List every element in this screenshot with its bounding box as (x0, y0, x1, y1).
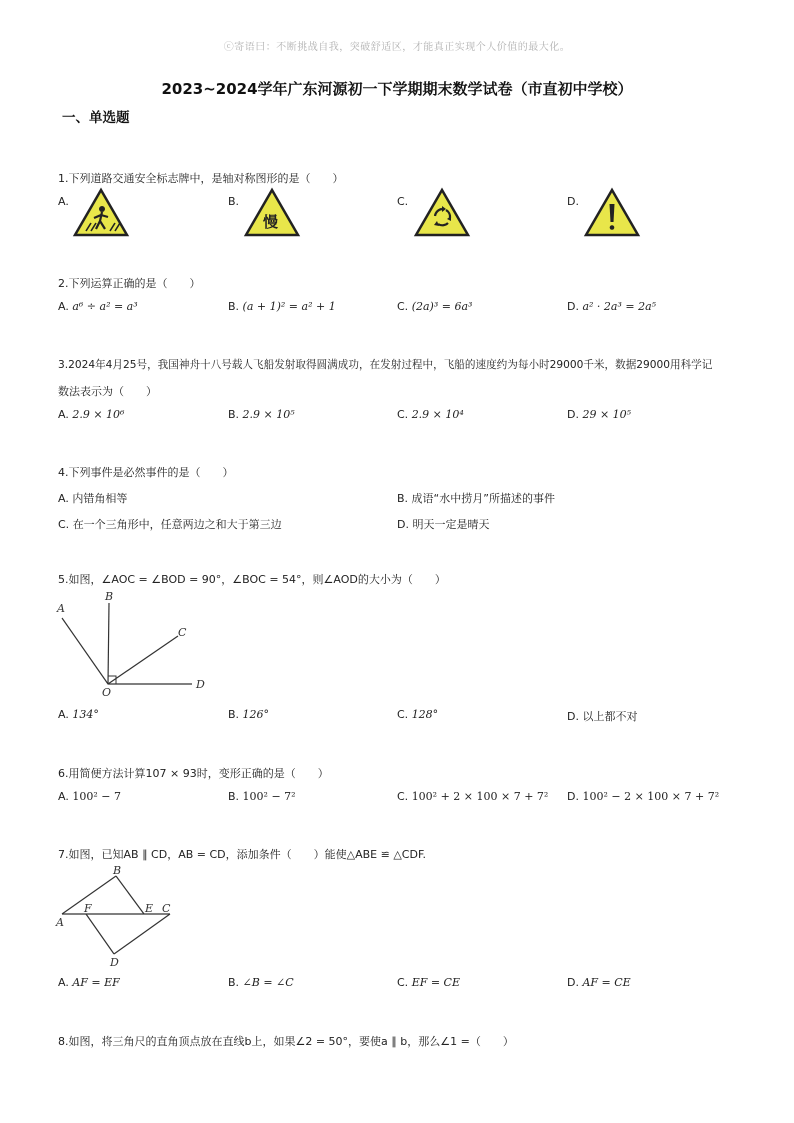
q6-option-b: B. 100² − 7² (228, 790, 296, 803)
pedestrian-crossing-sign-icon (72, 187, 130, 239)
q5-option-b: B. 126° (228, 708, 270, 721)
q5-option-d: D. 以上都不对 (567, 710, 638, 723)
motto-watermark: ⓒ寄语曰：不断挑战自我，突破舒适区，才能真正实现个人价值的最大化。 (223, 42, 571, 53)
q7-label-b: B (113, 864, 122, 877)
q2-option-a: A. a⁶ ÷ a² = a³ (58, 300, 138, 313)
q5-option-a: A. 134° (58, 708, 99, 721)
q7-option-a: A. AF = EF (58, 976, 120, 989)
slow-sign-text: 慢 (263, 213, 279, 231)
q5-label-o: O (102, 686, 112, 699)
q3-option-d: D. 29 × 10⁵ (567, 408, 632, 421)
q1-option-b-letter: B. (228, 195, 240, 208)
copyright-icon: ⓒ (223, 42, 235, 53)
q7-label-d: D (110, 956, 119, 969)
q5-label-c: C (178, 626, 187, 639)
question-1-stem: 1.下列道路交通安全标志牌中，是轴对称图形的是（ ） (58, 172, 344, 185)
q4-option-a: A. 内错角相等 (58, 492, 128, 505)
question-5-stem: 5.如图，∠AOC = ∠BOD = 90°，∠BOC = 54°，则∠AOD的大小为（ ） (58, 573, 446, 586)
q1-option-a-letter: A. (58, 195, 69, 208)
section-heading: 一、单选题 (62, 110, 130, 126)
q1-option-d-letter: D. (567, 195, 579, 208)
q2-option-c: C. (2a)³ = 6a³ (397, 300, 473, 313)
q3-option-a: A. 2.9 × 10⁶ (58, 408, 125, 421)
q5-label-b: B (105, 590, 114, 603)
q7-label-c: C (162, 902, 171, 915)
question-7-stem: 7.如图，已知AB ∥ CD，AB = CD，添加条件（ ）能使△ABE ≌ △CDF. (58, 848, 426, 861)
q5-angle-figure (50, 588, 220, 700)
q7-label-a: A (56, 916, 64, 929)
q2-option-b: B. (a + 1)² = a² + 1 (228, 300, 336, 313)
q7-label-e: E (145, 902, 154, 915)
q1-option-c-letter: C. (397, 195, 409, 208)
q6-option-d: D. 100² − 2 × 100 × 7 + 7² (567, 790, 720, 803)
roundabout-sign-icon (413, 187, 471, 239)
q5-option-c: C. 128° (397, 708, 439, 721)
q4-option-c: C. 在一个三角形中，任意两边之和大于第三边 (58, 518, 282, 531)
question-6-stem: 6.用简便方法计算107 × 93时，变形正确的是（ ） (58, 767, 329, 780)
q7-option-c: C. EF = CE (397, 976, 461, 989)
question-8-stem: 8.如图，将三角尺的直角顶点放在直线b上，如果∠2 = 50°，要使a ∥ b，那么∠1 =（ ） (58, 1035, 514, 1048)
question-4-stem: 4.下列事件是必然事件的是（ ） (58, 466, 234, 479)
q5-label-d: D (196, 678, 205, 691)
q4-option-b: B. 成语“水中捞月”所描述的事件 (397, 492, 555, 505)
q7-option-d: D. AF = CE (567, 976, 631, 989)
q3-option-b: B. 2.9 × 10⁵ (228, 408, 295, 421)
q7-triangle-figure (50, 862, 190, 970)
question-2-stem: 2.下列运算正确的是（ ） (58, 277, 201, 290)
q6-option-c: C. 100² + 2 × 100 × 7 + 7² (397, 790, 549, 803)
question-3-stem-line1: 3.2024年4月25号，我国神舟十八号载人飞船发射取得圆满成功，在发射过程中，飞船的速度约为每小时29000千米，数据29000用科学记 (58, 359, 713, 371)
exclamation-warning-sign-icon (583, 187, 641, 239)
question-3-stem-line2: 数法表示为（ ） (58, 385, 157, 398)
q6-option-a: A. 100² − 7 (58, 790, 121, 803)
page-title: 2023~2024学年广东河源初一下学期期末数学试卷（市直初中学校） (161, 80, 633, 98)
q7-option-b: B. ∠B = ∠C (228, 976, 294, 989)
q7-label-f: F (84, 902, 92, 915)
q3-option-c: C. 2.9 × 10⁴ (397, 408, 464, 421)
q4-option-d: D. 明天一定是晴天 (397, 518, 490, 531)
q5-label-a: A (57, 602, 65, 615)
q2-option-d: D. a² · 2a³ = 2a⁵ (567, 300, 657, 313)
